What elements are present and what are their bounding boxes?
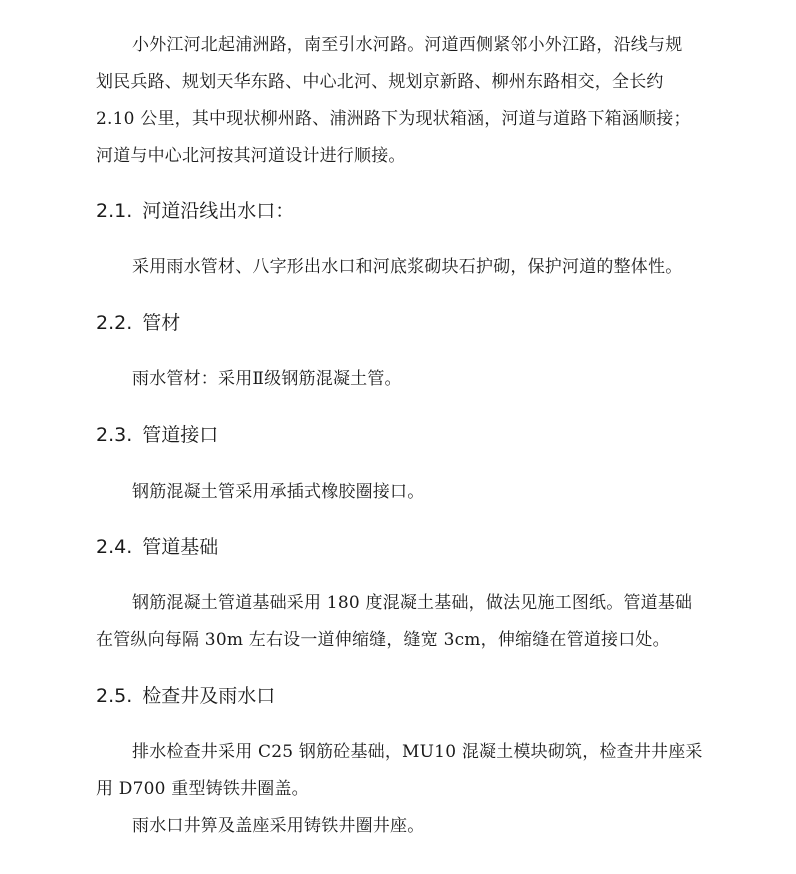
section-paragraph — [96, 249, 728, 286]
section-title: 检查井及雨水口 — [142, 685, 276, 707]
section-number: 2.2. — [96, 312, 133, 334]
paragraph-line: 钢筋混凝土管道基础采用 180 度混凝土基础，做法见施工图纸。管道基础 — [132, 593, 693, 613]
section-paragraph — [96, 474, 728, 511]
paragraph-line: 雨水口井箅及盖座采用铸铁井圈井座。 — [132, 816, 425, 836]
section-number: 2.3. — [96, 424, 133, 446]
intro-line: 河道与中心北河按其河道设计进行顺接。 — [96, 146, 406, 166]
intro-line: 划民兵路、规划天华东路、中心北河、规划京新路、柳州东路相交，全长约 — [96, 72, 664, 92]
section-title: 管道基础 — [142, 536, 219, 558]
section-paragraph — [96, 585, 728, 659]
intro-paragraph — [96, 27, 728, 175]
section-heading-2-2 — [96, 309, 180, 337]
paragraph-line: 在管纵向每隔 30m 左右设一道伸缩缝，缝宽 3cm，伸缩缝在管道接口处。 — [96, 630, 670, 650]
section-number: 2.1. — [96, 200, 133, 222]
intro-line: 2.10 公里，其中现状柳州路、浦洲路下为现状箱涵，河道与道路下箱涵顺接； — [96, 109, 691, 129]
section-title: 管道接口 — [142, 424, 219, 446]
paragraph-line: 雨水管材：采用Ⅱ级钢筋混凝土管。 — [132, 369, 402, 389]
section-heading-2-1 — [96, 197, 294, 225]
section-paragraph — [96, 361, 728, 398]
section-title: 河道沿线出水口： — [142, 200, 295, 222]
section-heading-2-3 — [96, 421, 218, 449]
section-number: 2.4. — [96, 536, 133, 558]
section-title: 管材 — [142, 312, 181, 334]
section-heading-2-4 — [96, 533, 218, 561]
paragraph-line: 用 D700 重型铸铁井圈盖。 — [96, 779, 309, 799]
section-number: 2.5. — [96, 685, 133, 707]
paragraph-line: 钢筋混凝土管采用承插式橡胶圈接口。 — [132, 482, 425, 502]
section-paragraph — [96, 808, 728, 845]
section-heading-2-5 — [96, 682, 275, 710]
section-paragraph — [96, 734, 728, 808]
paragraph-line: 排水检查井采用 C25 钢筋砼基础，MU10 混凝土模块砌筑，检查井井座采 — [132, 742, 703, 762]
paragraph-line: 采用雨水管材、八字形出水口和河底浆砌块石护砌，保护河道的整体性。 — [132, 257, 683, 277]
intro-line: 小外江河北起浦洲路，南至引水河路。河道西侧紧邻小外江路，沿线与规 — [132, 35, 683, 55]
